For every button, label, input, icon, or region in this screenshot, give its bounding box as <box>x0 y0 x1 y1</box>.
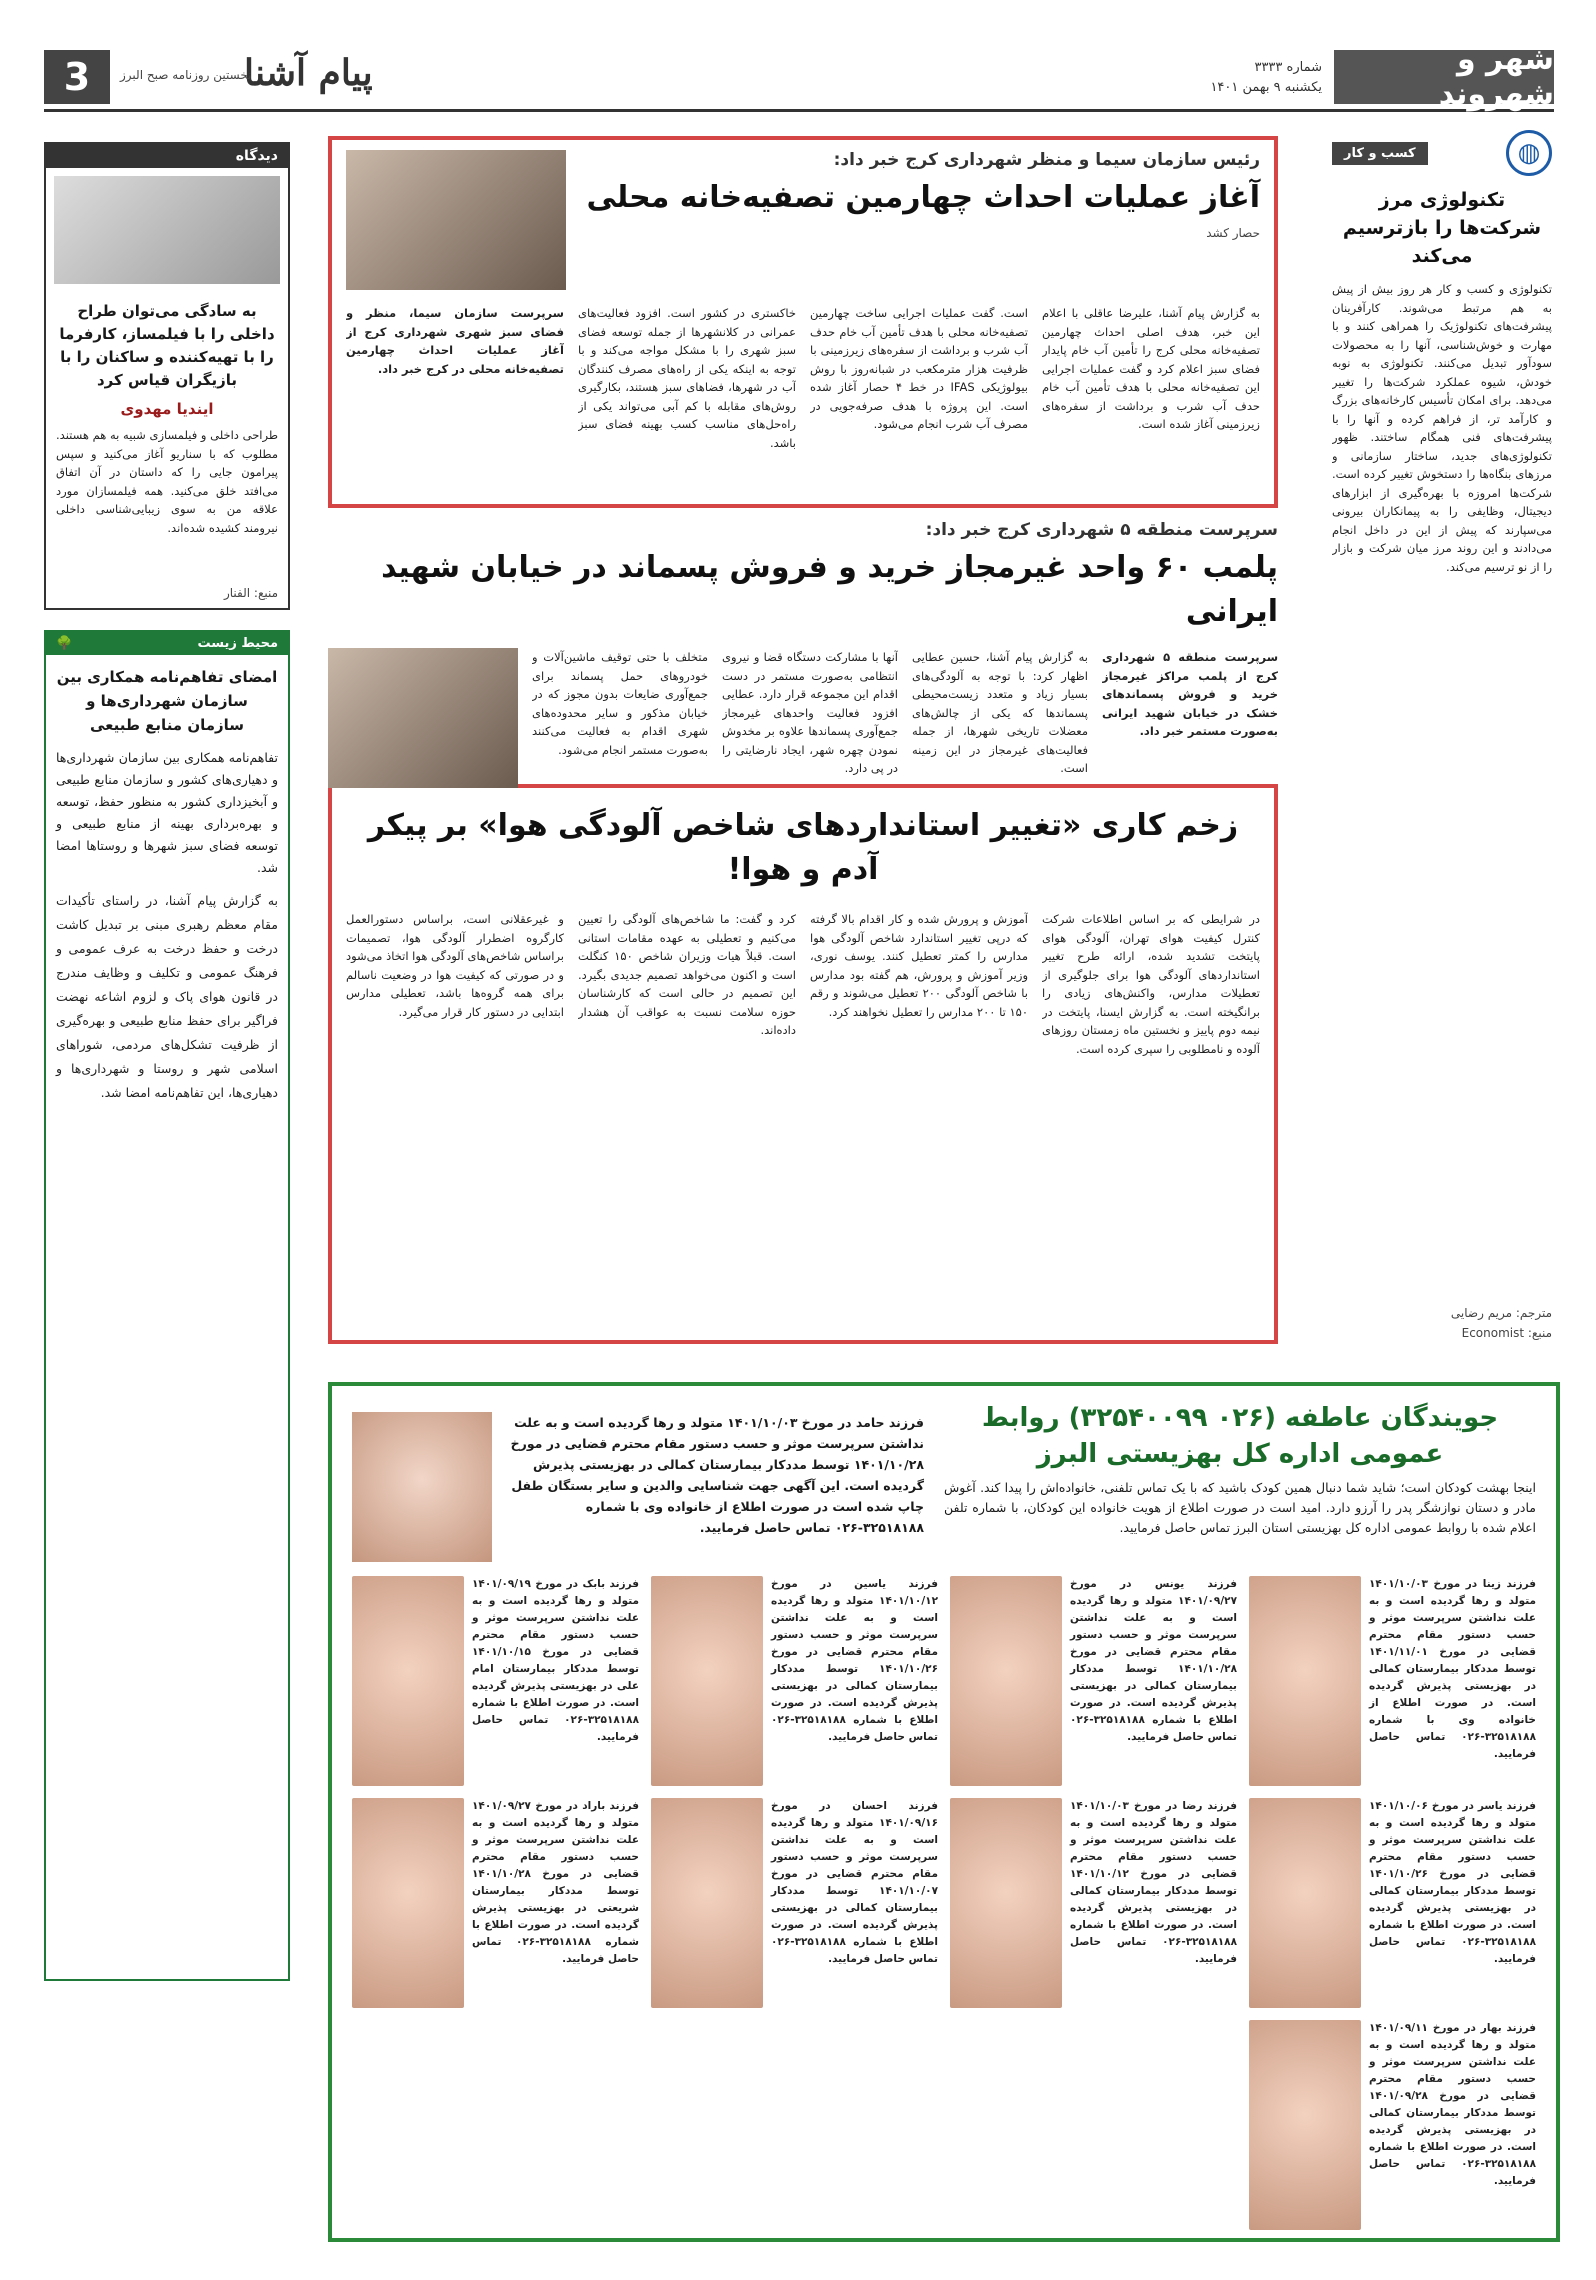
baby-photo <box>950 1576 1062 1786</box>
baby-photo <box>352 1798 464 2008</box>
notice-text: فرزند بهار در مورخ ۱۴۰۱/۰۹/۱۱ متولد و رها گردیده است و به علت نداشتن سرپرست موثر و حسب دستور مقام محترم قضایی در مورخ ۱۴۰۱/۰۹/۲۸ توسط مددکار بیمارستان کمالی در بهزیستی پذیرش گردیده است. در صورت اطلاع با شماره ۳۲۵۱۸۱۸۸-۰۲۶ تماس حاصل فرمایید. <box>1369 2022 1536 2187</box>
notice-text: فرزند یاسین در مورخ ۱۴۰۱/۱۰/۱۲ متولد و رها گردیده است و به علت نداشتن سرپرست موثر و حسب دستور مقام محترم قضایی در مورخ ۱۴۰۱/۱۰/۲۶ توسط مددکار بیمارستان کمالی در بهزیستی پذیرش گردیده است. در صورت اطلاع با شماره ۳۲۵۱۸۱۸۸-۰۲۶ تماس حاصل فرمایید. <box>771 1578 938 1743</box>
issue-number: شماره ۳۳۳۳ <box>1254 60 1322 75</box>
article1-byline: حصار کشد <box>1206 226 1260 240</box>
notice-card <box>950 1576 1237 1786</box>
issue-info <box>1210 58 1322 98</box>
business-tag: کسب و کار <box>1332 142 1428 165</box>
notice-card <box>1249 2020 1536 2230</box>
adoption-notices-box <box>328 1382 1560 2242</box>
left-column <box>44 142 290 1981</box>
article2-lead: سرپرست منطقه ۵ شهرداری کرج از پلمب مراکز غیرمجاز خرید و فروش پسماندهای خشک در خیابان شهید ایرانی به‌صورت مستمر خبر داد. <box>1102 650 1278 738</box>
baby-photo <box>1249 1576 1361 1786</box>
baby-photo <box>950 1798 1062 2008</box>
featured-notice-text: فرزند حامد در مورخ ۱۴۰۱/۱۰/۰۳ متولد و رها گردیده است و به علت نداشتن سرپرست موثر و حسب دستور مقام محترم قضایی در مورخ ۱۴۰۱/۱۰/۲۸ توسط مددکار بیمارستان کمالی در بهزیستی پذیرش گردیده است. این آگهی جهت شناسایی والدین و سایر بستگان طفل چاپ شده است در صورت اطلاع از خانواده وی با شماره ۳۲۵۱۸۱۸۸-۰۲۶ تماس حاصل فرمایید. <box>510 1415 924 1535</box>
notice-text: فرزند زینا در مورخ ۱۴۰۱/۱۰/۰۳ متولد و رها گردیده است و به علت نداشتن سرپرست موثر و حسب دستور مقام محترم قضایی در مورخ ۱۴۰۱/۱۱/۰۱ توسط مددکار بیمارستان کمالی در بهزیستی پذیرش گردیده است. در صورت اطلاع از خانواده وی با شماره ۳۲۵۱۸۱۸۸-۰۲۶ تماس حاصل فرمایید. <box>1369 1578 1536 1760</box>
didgah-box <box>44 142 290 610</box>
article1-col1: به گزارش پیام آشنا، علیرضا عاقلی با اعلام این خبر، هدف اصلی احداث چهارمین تصفیه‌خانه محلی کرج را تأمین آب خام پایدار فضای سبز اعلام کرد و گفت عملیات اجرایی این تصفیه‌خانه محلی با هدف تأمین آب خام حدف آب شرب و برداشت از سفره‌های زیرزمینی آغاز شده است. <box>1042 306 1260 431</box>
tree-icon: 🌳 <box>56 636 73 651</box>
environment-lead: تفاهم‌نامه همکاری بین سازمان شهرداری‌ها و دهیاری‌های کشور و سازمان منابع طبیعی و آبخیزداری کشور به منظور حفظ، توسعه و بهره‌برداری بهینه از منابع طبیعی و توسعه فضای سبز شهرها و روستاها امضا شد. <box>56 750 278 875</box>
environment-box <box>44 630 290 1981</box>
article3-col2: آموزش و پرورش شده و کار اقدام بالا گرفته که درپی تغییر استاندارد شاخص آلودگی هوا مدارس را کمتر تعطیل کنند. یوسف نوری، وزیر آموزش و پرورش، هم گفته بود مدارس با شاخص آلودگی ۲۰۰ تعطیل می‌شوند و رقم ۱۵۰ تا ۲۰۰ مدارس را تعطیل نخواهند کرد. <box>810 912 1028 1019</box>
masthead <box>44 42 1554 112</box>
article-waste-seal <box>328 520 1278 775</box>
article-air-pollution <box>328 784 1278 1344</box>
notice-card <box>1249 1576 1536 1786</box>
main-column <box>328 136 1278 1344</box>
featured-baby-photo <box>352 1412 492 1562</box>
page-number: 3 <box>44 50 110 104</box>
newspaper-tagline: نخستین روزنامه صبح البرز <box>120 68 252 82</box>
article1-kicker: رئیس سازمان سیما و منظر شهرداری کرج خبر داد: <box>833 150 1260 170</box>
notice-card <box>651 1798 938 2008</box>
article2-col3: متخلف با حتی توقیف ماشین‌آلات و خودروهای حمل پسماند برای جمع‌آوری ضایعات بدون مجوز که در خیابان مذکور و سایر محدوده‌های شهری اقدام به فعالیت می‌کنند به‌صورت مستمر انجام می‌شود. <box>532 650 708 757</box>
environment-header <box>46 632 288 655</box>
notice-card <box>352 1798 639 2008</box>
article3-col4: و غیرعقلانی است، براساس دستورالعمل کارگروه اضطرار آلودگی هوا، تصمیمات براساس شاخص‌های آلودگی هوا اتخاذ می‌شود و در صورتی که کیفیت هوا در وضعیت ناسالم برای همه گروه‌ها باشد، تعطیلی مدارس ابتدایی در دستور کار قرار می‌گیرد. <box>346 912 564 1019</box>
didgah-author: ایندیا مهدوی <box>120 400 214 418</box>
notice-text: فرزند بابک در مورخ ۱۴۰۱/۰۹/۱۹ متولد و رها گردیده است و به علت نداشتن سرپرست موثر و حسب دستور مقام محترم قضایی در مورخ ۱۴۰۱/۱۰/۱۵ توسط مددکار بیمارستان امام علی در بهزیستی پذیرش گردیده است. در صورت اطلاع با شماره ۳۲۵۱۸۱۸۸-۰۲۶ تماس حاصل فرمایید. <box>472 1578 639 1743</box>
article1-col3: خاکستری در کشور است. افزود فعالیت‌های عمرانی در کلانشهرها از جمله توسعه فضای سبز شهری را با مشکل مواجه می‌کند و با توجه به اینکه یکی از راه‌های مصرف کنندگان آب در شهرها، فضاهای سبز هستند، بکارگیری روش‌های مقابله با کم آبی می‌تواند یکی از راه‌حل‌های مناسب کسب بهینه فضای سبز باشد. <box>578 306 796 450</box>
notice-card <box>1249 1798 1536 2008</box>
article2-col2: آنها با مشارکت دستگاه قضا و نیروی انتظامی به‌صورت مستمر در دست اقدام این مجموعه قرار دارد. عطایی افزود فعالیت واحدهای غیرمجاز جمع‌آوری پسماندها علاوه بر مخدوش نمودن چهره شهر، ایجاد نارضایتی را در پی دارد. <box>722 650 898 775</box>
business-heading: تکنولوژی مرز شرکت‌ها را بازترسیم می‌کند <box>1342 189 1542 267</box>
article1-col2: است. گفت عملیات اجرایی ساخت چهارمین تصفیه‌خانه محلی با هدف تأمین آب خام حدف آب شرب و برداشت از سفره‌های زیرزمینی با ظرفیت هزار مترمکعب در شبانه‌روز با روش بیولوژیکی IFAS در خط ۴ حصار آغاز شده است. این پروژه با هدف صرفه‌جویی در مصرف آب شرب انجام می‌شود. <box>810 306 1028 431</box>
didgah-title: به سادگی می‌توان طراح داخلی را با فیلمساز، کارفرما را با تهیه‌کننده و ساکنان را با بازیگران قیاس کرد <box>59 302 275 389</box>
author-photo <box>54 176 280 284</box>
baby-photo <box>1249 2020 1361 2230</box>
newspaper-logo: پیام آشنا <box>244 52 373 94</box>
article1-headline: آغاز عملیات احداث چهارمین تصفیه‌خانه محلی <box>586 180 1260 215</box>
notice-card <box>651 1576 938 1786</box>
environment-body: به گزارش پیام آشنا، در راستای تأکیدات مقام معظم رهبری مبنی بر تبدیل کاشت درخت و حفظ درخت به عرف عمومی و فرهنگ عمومی و تکلیف و وظایف مندرج در قانون هوای پاک و لزوم اشاعه نهضت فراگیر برای حفظ منابع طبیعی و بهره‌گیری از ظرفیت تشکل‌های مردمی، شوراهای اسلامی شهر و روستا و شهرداری‌ها و دهیاری‌ها، این تفاهم‌نامه امضا شد. <box>56 893 278 1100</box>
notice-text: فرزند یونس در مورخ ۱۴۰۱/۰۹/۲۷ متولد و رها گردیده است و به علت نداشتن سرپرست موثر و حسب دستور مقام محترم قضایی در مورخ ۱۴۰۱/۱۰/۲۸ توسط مددکار بیمارستان کمالی در بهزیستی پذیرش گردیده است. در صورت اطلاع با شماره ۳۲۵۱۸۱۸۸-۰۲۶ تماس حاصل فرمایید. <box>1070 1578 1237 1743</box>
baby-photo <box>651 1576 763 1786</box>
translator-credit: مترجم: مریم رضایی <box>1450 1306 1552 1320</box>
issue-date: یکشنبه ۹ بهمن ۱۴۰۱ <box>1210 80 1322 95</box>
baby-photo <box>1249 1798 1361 2008</box>
article2-photo <box>328 648 518 788</box>
article3-col3: کرد و گفت: ما شاخص‌های آلودگی را تعیین می‌کنیم و تعطیلی به عهده مقامات استانی است. قبلاً هیات وزیران شاخص ۱۵۰ کنگلت است و اکنون می‌خواهد تصمیم جدیدی بگیرد. این تصمیم در حالی است که کارشناسان حوزه سلامت نسبت به عواقب آن هشدار داده‌اند. <box>578 912 796 1037</box>
didgah-tag: دیدگاه <box>46 144 288 168</box>
notices-title: جویندگان عاطفه (۰۲۶ ۳۲۵۴۰۰۹۹) روابط عمومی اداره کل بهزیستی البرز <box>981 1403 1499 1469</box>
article3-col1: در شرایطی که بر اساس اطلاعات شرکت کنترل کیفیت هوای تهران، آلودگی هوای پایتخت تشدید شده، ارائه طرح تغییر استانداردهای آلودگی هوا برای جلوگیری از تعطیلات مدارس، واکنش‌های زیادی را برانگیخته است. به گزارش ایسنا، پایتخت در نیمه دوم پاییز و نخستین ماه زمستان روزهای آلوده و نامطلوبی را سپری کرده است. <box>1042 912 1260 1056</box>
source-credit: منبع: Economist <box>1461 1326 1552 1340</box>
article3-headline: زخم کاری «تغییر استانداردهای شاخص آلودگی هوا» بر پیکر آدم و هوا! <box>367 808 1239 887</box>
globe-icon: ◍ <box>1506 130 1552 176</box>
environment-tag: محیط زیست <box>197 636 278 651</box>
article-treatment-plant <box>328 136 1278 508</box>
article2-col1: به گزارش پیام آشنا، حسین عطایی اظهار کرد: با توجه به آلودگی‌های بسیار زیاد و متعدد زیست‌محیطی پسماندها که یکی از چالش‌های معضلات تاریخی شهرها، از جمله فعالیت‌های غیرمجاز در این زمینه است. <box>912 650 1088 775</box>
notice-card <box>352 1576 639 1786</box>
notice-text: فرزند یاسر در مورخ ۱۴۰۱/۱۰/۰۶ متولد و رها گردیده است و به علت نداشتن سرپرست موثر و حسب دستور مقام محترم قضایی در مورخ ۱۴۰۱/۱۰/۲۶ توسط مددکار بیمارستان کمالی در بهزیستی پذیرش گردیده است. در صورت اطلاع با شماره ۳۲۵۱۸۱۸۸-۰۲۶ تماس حاصل فرمایید. <box>1369 1800 1536 1965</box>
baby-photo <box>651 1798 763 2008</box>
article1-photo <box>346 150 566 290</box>
right-column <box>1332 130 1552 1340</box>
notice-text: فرزند رضا در مورخ ۱۴۰۱/۱۰/۰۳ متولد و رها گردیده است و به علت نداشتن سرپرست موثر و حسب دستور مقام محترم قضایی در مورخ ۱۴۰۱/۱۰/۱۲ توسط مددکار بیمارستان کمالی در بهزیستی پذیرش گردیده است. در صورت اطلاع با شماره ۳۲۵۱۸۱۸۸-۰۲۶ تماس حاصل فرمایید. <box>1070 1800 1237 1965</box>
section-title: شهر و شهروند <box>1334 50 1554 104</box>
notice-text: فرزند احسان در مورخ ۱۴۰۱/۰۹/۱۶ متولد و رها گردیده است و به علت نداشتن سرپرست موثر و حسب دستور مقام محترم قضایی در مورخ ۱۴۰۱/۱۰/۰۷ توسط مددکار بیمارستان کمالی در بهزیستی پذیرش گردیده است. در صورت اطلاع با شماره ۳۲۵۱۸۱۸۸-۰۲۶ تماس حاصل فرمایید. <box>771 1800 938 1965</box>
featured-notice <box>352 1412 924 1562</box>
notices-grid <box>352 1576 1536 2230</box>
notice-card <box>950 1798 1237 2008</box>
article1-caption: سرپرست سازمان سیما، منظر و فضای سبز شهری شهرداری کرج از آغاز عملیات احداث چهارمین تصفیه‌خانه محلی در کرج خبر داد. <box>346 306 564 376</box>
article2-kicker: سرپرست منطقه ۵ شهرداری کرج خبر داد: <box>925 520 1278 540</box>
article2-headline: پلمب ۶۰ واحد غیرمجاز خرید و فروش پسماند در خیابان شهید ایرانی <box>381 550 1278 629</box>
notice-text: فرزند باراد در مورخ ۱۴۰۱/۰۹/۲۷ متولد و رها گردیده است و به علت نداشتن سرپرست موثر و حسب دستور مقام محترم قضایی در مورخ ۱۴۰۱/۱۰/۲۸ توسط مددکار بیمارستان شریعتی در بهزیستی پذیرش گردیده است. در صورت اطلاع با شماره ۳۲۵۱۸۱۸۸-۰۲۶ تماس حاصل فرمایید. <box>472 1800 639 1965</box>
business-body: تکنولوژی و کسب و کار هر روز بیش از پیش به هم مرتبط می‌شوند. کارآفرینان پیشرفت‌های تکنولوژیک را همراهی کنند و با مهارت و خوش‌شناسی، آنها را به محصولات سودآور تبدیل می‌کنند. تکنولوژی به نوبه خودش، شیوه عملکرد شرکت‌ها را تغییر می‌دهد. برای امکان تأسیس کارخانه‌های بزرگ و کارآمد تر، از فراهم کرده و آنها را با پیشرفت‌های فنی همگام ساختند. ظهور تکنولوژی‌های جدید، ساختار سازمانی و مرزهای بنگاه‌ها را دستخوش تغییر کرده است. شرکت‌ها امروزه با بهره‌گیری از ابزارهای دیجیتال، وظایفی را به پیمانکاران بیرونی می‌سپارند که پیش از این در داخل انجام می‌دادند و این روند مرز میان شرکت و بازار را از نو ترسیم می‌کند. <box>1332 282 1552 574</box>
didgah-body: طراحی داخلی و فیلمسازی شبیه به هم هستند. مطلوب که با سناریو آغاز می‌کنید و سپس پیرامون جایی را که داستان در آن اتفاق می‌افتد خلق می‌کنید. همه فیلمسازان مورد علاقه من به سوی زیبایی‌شناسی داخلی نیرومند کشیده شده‌اند. <box>56 428 278 535</box>
baby-photo <box>352 1576 464 1786</box>
environment-title: امضای تفاهم‌نامه همکاری بین سازمان شهرداری‌ها و سازمان منابع طبیعی <box>56 668 278 734</box>
didgah-source: منبع: الفنار <box>223 586 278 600</box>
notices-intro: اینجا بهشت کودکان است؛ شاید شما دنبال همین کودک باشید که با یک تماس تلفنی، خانواده‌اش را پیدا کند. آغوش مادر و دستان نوازشگر پدر را آرزو دارد. امید است در صورت اطلاع از هویت خانواده این کودکان، با شماره تلفن اعلام شده با روابط عمومی اداره کل بهزیستی استان البرز تماس حاصل فرمایید. <box>944 1480 1536 1535</box>
